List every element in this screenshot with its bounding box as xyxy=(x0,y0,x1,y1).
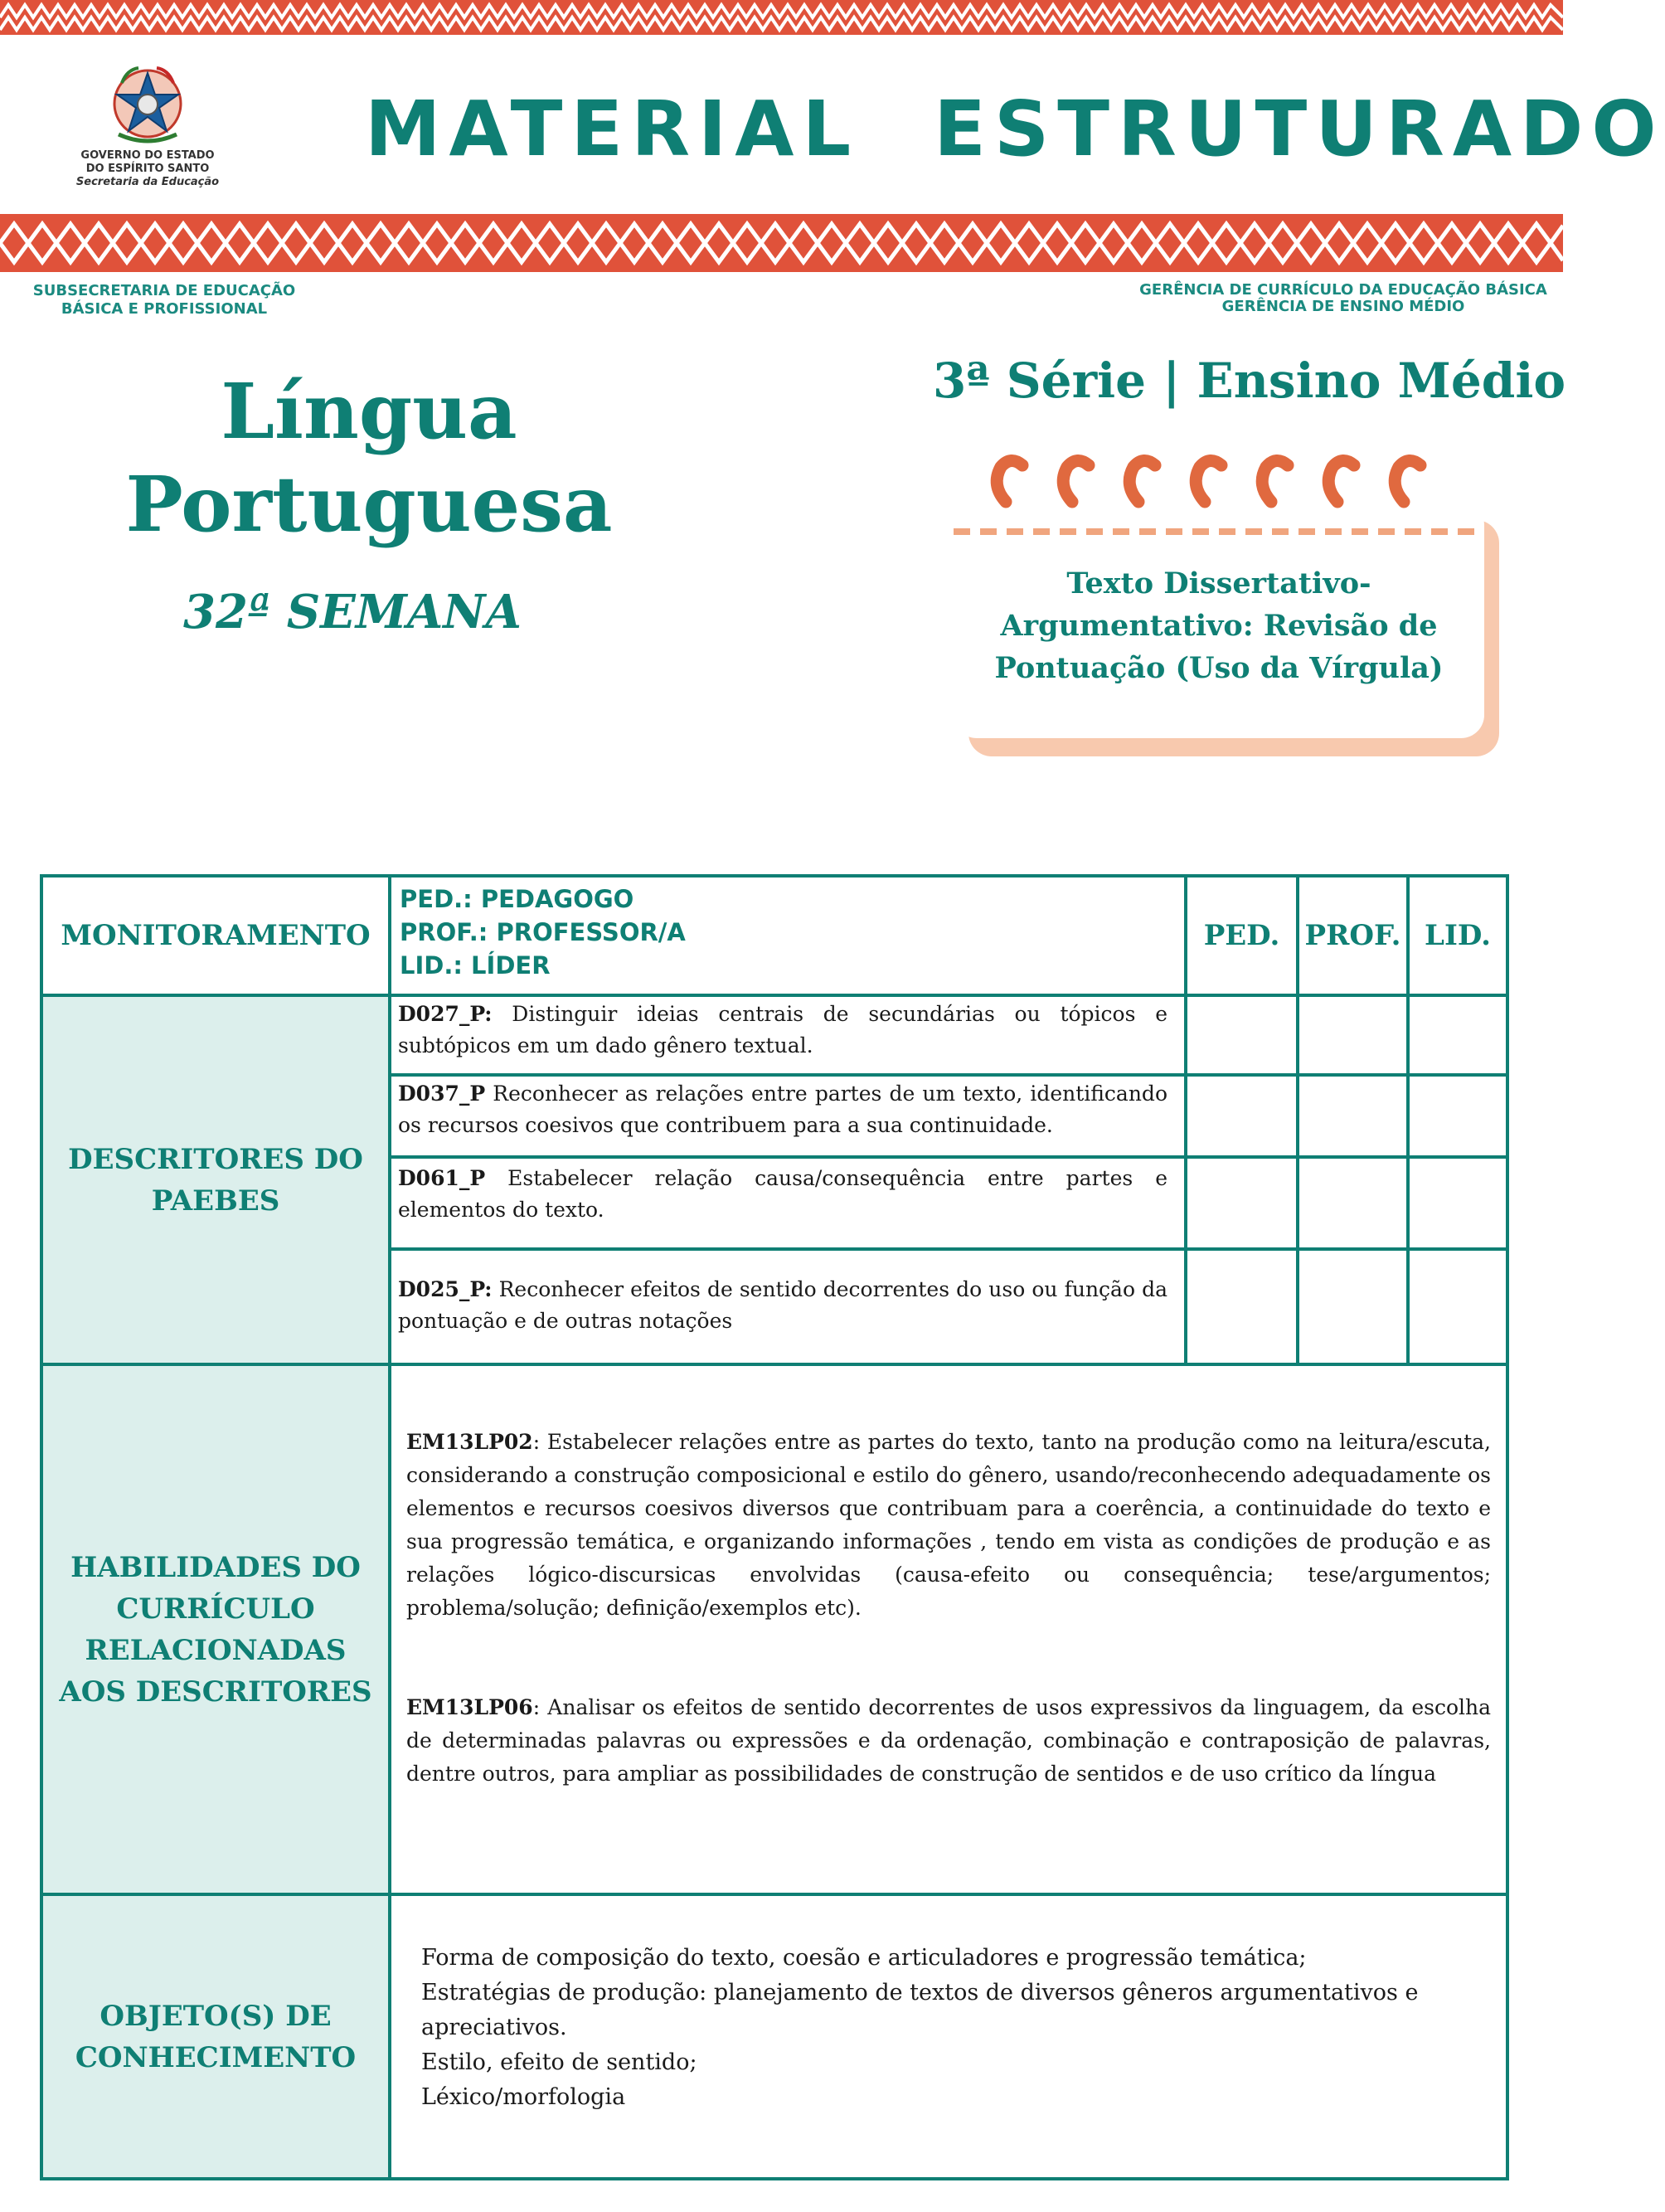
lesson-topic xyxy=(978,562,1459,689)
subsecretaria-line-1: SUBSECRETARIA DE EDUCAÇÃO xyxy=(32,282,296,299)
column-header-ped: PED. xyxy=(1203,919,1280,952)
government-logo xyxy=(73,58,222,188)
descriptor-d027 xyxy=(398,999,1167,1062)
descriptor-d037 xyxy=(398,1078,1167,1141)
coat-of-arms-icon xyxy=(102,58,193,149)
habilidade-em13lp06 xyxy=(406,1691,1491,1791)
topic-line-3: Pontuação (Uso da Vírgula) xyxy=(994,651,1444,685)
descriptor-code: D025_P: xyxy=(398,1277,493,1301)
gerencia-line-2: GERÊNCIA DE ENSINO MÉDIO xyxy=(1221,298,1465,315)
objeto-item: Léxico/morfologia xyxy=(421,2084,626,2110)
habilidades-label-line-1: HABILIDADES DO xyxy=(70,1550,361,1584)
habilidades-label-line-3: RELACIONADAS xyxy=(85,1633,347,1667)
habilidade-text: : Analisar os efeitos de sentido decorrentes de usos expressivos da linguagem, da escolha de determinadas palavras ou expressões e da ordenação, combinação e contraposição de palavras, dentre outros, para ampliar as possibilidades de construção de sentidos e de uso crítico da língua xyxy=(406,1695,1491,1786)
legend-prof: PROF.: PROFESSOR/A xyxy=(400,918,686,946)
gerencia-line-1: GERÊNCIA DE CURRÍCULO DA EDUCAÇÃO BÁSICA xyxy=(1139,281,1547,299)
legend-lid: LID.: LÍDER xyxy=(400,951,551,980)
main-title-word-1: MATERIAL xyxy=(365,85,860,173)
column-header-prof: PROF. xyxy=(1304,919,1401,952)
objetos-label-line-2: CONHECIMENTO xyxy=(75,2040,357,2074)
objetos-list xyxy=(421,1941,1499,2115)
objeto-item: Estilo, efeito de sentido; xyxy=(421,2049,697,2075)
week-label: 32ª SEMANA xyxy=(183,585,522,639)
descriptor-text: Distinguir ideias centrais de secundárias ou tópicos e subtópicos em um dado gênero textual. xyxy=(398,1002,1167,1057)
header-decorative-band xyxy=(0,214,1563,272)
descriptor-d025 xyxy=(398,1274,1167,1337)
habilidades-label xyxy=(43,1366,388,1893)
habilidade-code: EM13LP06 xyxy=(406,1695,533,1719)
government-line-1: GOVERNO DO ESTADO xyxy=(80,149,215,162)
descriptor-text: Reconhecer as relações entre partes de um texto, identificando os recursos coesivos que contribuem para a sua continuidade. xyxy=(398,1082,1167,1137)
topic-line-2: Argumentativo: Revisão de xyxy=(1000,609,1438,643)
descriptor-d061 xyxy=(398,1163,1167,1226)
subject-line-1: Língua xyxy=(221,367,517,456)
legend-ped: PED.: PEDAGOGO xyxy=(400,885,634,913)
main-title-word-2: ESTRUTURADO xyxy=(934,85,1665,173)
column-header-lid: LID. xyxy=(1425,919,1491,952)
descriptor-text: Reconhecer efeitos de sentido decorrentes do uso ou função da pontuação e de outras notações xyxy=(398,1277,1167,1333)
objetos-label-line-1: OBJETO(S) DE xyxy=(100,1999,332,2033)
habilidade-em13lp02 xyxy=(406,1426,1491,1625)
descritores-label xyxy=(43,997,388,1363)
monitoramento-label: MONITORAMENTO xyxy=(61,919,371,952)
gerencia-label xyxy=(1136,282,1551,315)
habilidade-code: EM13LP02 xyxy=(406,1430,533,1454)
monitoramento-legend xyxy=(400,882,686,982)
objeto-item: Estratégias de produção: planejamento de textos de diversos gêneros argumentativos e apreciativos. xyxy=(421,1980,1419,2040)
curriculum-table xyxy=(40,874,1509,2180)
topic-line-1: Texto Dissertativo- xyxy=(1066,566,1371,600)
descriptor-code: D037_P xyxy=(398,1082,486,1106)
objeto-item: Forma de composição do texto, coesão e articuladores e progressão temática; xyxy=(421,1945,1307,1971)
top-decorative-band xyxy=(0,0,1563,35)
subject-line-2: Portuguesa xyxy=(125,459,613,549)
objetos-label xyxy=(43,1896,388,2177)
main-title xyxy=(365,83,1665,176)
descriptor-code: D027_P: xyxy=(398,1002,493,1026)
government-line-2: DO ESPÍRITO SANTO xyxy=(85,163,210,175)
government-line-3: Secretaria da Educação xyxy=(75,176,220,188)
habilidades-label-line-4: AOS DESCRITORES xyxy=(59,1675,372,1709)
descritores-label-line-2: PAEBES xyxy=(151,1184,280,1218)
subject-title xyxy=(100,365,638,551)
subsecretaria-label xyxy=(23,282,305,318)
descritores-label-line-1: DESCRITORES DO xyxy=(68,1142,363,1176)
notebook-rings-icon xyxy=(983,452,1447,510)
descriptor-code: D061_P xyxy=(398,1166,486,1190)
habilidade-text: : Estabelecer relações entre as partes do texto, tanto na produção como na leitura/escuta, considerando a construção composicional e estilo do gênero, usando/reconhecendo adequadamente os elementos e recursos coesivos diversos que contribuam para a coerência, a continuidade do texto e sua progressão temática, e organizando informações , tendo em vista as condições de produção e as relações lógico-discursicas envolvidas (causa-efeito ou consequência; tese/argumentos; problema/solução; definição/exemplos etc). xyxy=(406,1430,1491,1620)
descriptor-text: Estabelecer relação causa/consequência entre partes e elementos do texto. xyxy=(398,1166,1167,1222)
habilidades-label-line-2: CURRÍCULO xyxy=(116,1592,315,1626)
subsecretaria-line-2: BÁSICA E PROFISSIONAL xyxy=(61,300,268,318)
series-label: 3ª Série | Ensino Médio xyxy=(933,352,1566,409)
